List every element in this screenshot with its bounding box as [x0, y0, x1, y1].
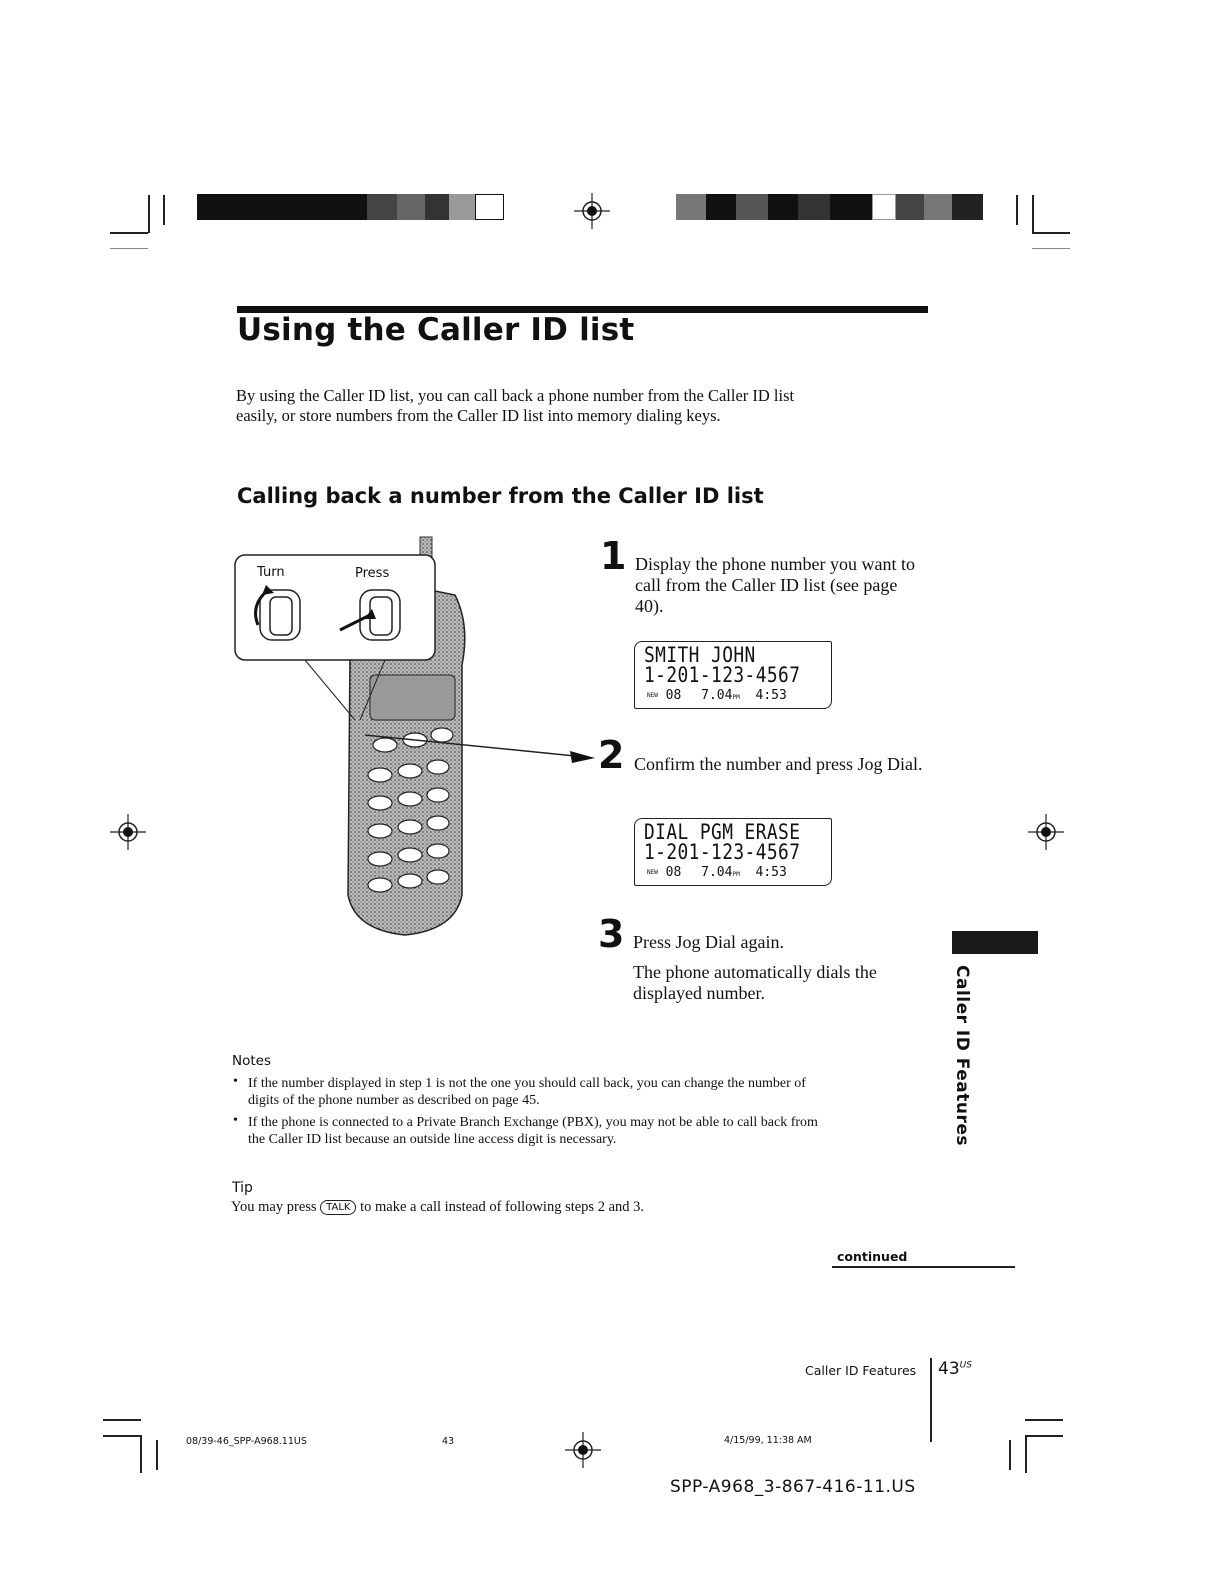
lcd-line-3 — [647, 865, 787, 882]
lcd-date: 7.04 — [701, 865, 733, 880]
step-2-number: 2 — [598, 733, 625, 777]
tip-text — [231, 1199, 644, 1216]
crop-mark-top-right-h2 — [1032, 248, 1070, 249]
side-section-label-text: Caller ID Features — [952, 965, 972, 1146]
step-3-text: Press Jog Dial again. — [633, 932, 784, 952]
color-registration-bar-right — [676, 194, 983, 220]
section-subtitle: Calling back a number from the Caller ID list — [237, 484, 764, 508]
page-number-value: 43 — [938, 1359, 960, 1379]
color-registration-bar-left — [197, 194, 504, 220]
handset-illustration — [230, 535, 595, 945]
page-number — [938, 1359, 972, 1379]
crop-mark-bottom-left-v2 — [156, 1440, 158, 1470]
lcd-call-number: 08 — [665, 688, 682, 703]
crop-mark-top-right — [1032, 232, 1070, 234]
section-tab-marker — [952, 931, 1038, 954]
lcd-menu-line: DIAL PGM ERASE — [644, 820, 801, 844]
lcd-display-step-1 — [634, 641, 832, 709]
footer-file-name: 08/39-46_SPP-A968.11US — [186, 1436, 307, 1447]
registration-target-icon — [1028, 814, 1064, 850]
registration-target-icon — [565, 1432, 601, 1468]
document-code: SPP-A968_3-867-416-11.US — [670, 1477, 916, 1497]
lcd-new-badge: NEW — [647, 869, 658, 876]
tip-text-before: You may press — [231, 1199, 317, 1215]
crop-mark-top-right-v — [1032, 195, 1034, 233]
lcd-time: 4:53 — [755, 688, 787, 703]
lcd-call-number: 08 — [665, 865, 682, 880]
lcd-line-3 — [647, 688, 787, 705]
registration-target-icon — [574, 193, 610, 229]
step-1-text: Display the phone number you want to call from the Caller ID list (see page 40). — [635, 554, 915, 616]
intro-paragraph: By using the Caller ID list, you can call back a phone number from the Caller ID list easily, or store numbers from the Caller ID list into memory dialing keys. — [236, 386, 795, 425]
lcd-display-step-2 — [634, 818, 832, 886]
turn-label: Turn — [257, 565, 285, 580]
notes-heading: Notes — [232, 1053, 271, 1069]
crop-mark-bottom-right — [1025, 1419, 1063, 1421]
note-item: If the number displayed in step 1 is not the one you should call back, you can change the number of digits of the phone number as described on page 45. — [248, 1076, 806, 1108]
press-label: Press — [355, 566, 390, 581]
crop-mark-top-left — [110, 232, 148, 234]
registration-target-icon — [110, 814, 146, 850]
lcd-line-1: SMITH JOHN — [644, 643, 756, 667]
note-bullet: • — [233, 1074, 238, 1089]
footer-timestamp: 4/15/99, 11:38 AM — [724, 1435, 812, 1446]
continued-rule — [832, 1266, 1015, 1268]
crop-mark-top-right-v2 — [1016, 195, 1018, 225]
crop-mark-top-left-h2 — [110, 248, 148, 249]
tip-heading: Tip — [232, 1180, 253, 1196]
lcd-line-2: 1-201-123-4567 — [644, 663, 801, 687]
note-item: If the phone is connected to a Private Branch Exchange (PBX), you may not be able to call back from the Caller ID list because an outside line access digit is necessary. — [248, 1115, 818, 1147]
lcd-new-badge: NEW — [647, 692, 658, 699]
lcd-ampm: PM — [732, 871, 740, 878]
crop-mark-bottom-left — [103, 1419, 141, 1421]
step-3-result-text: The phone automatically dials the displayed number. — [633, 962, 877, 1003]
note-bullet: • — [233, 1113, 238, 1128]
step-1-number: 1 — [600, 534, 627, 578]
talk-button-icon: TALK — [320, 1200, 356, 1215]
footer-file-page: 43 — [442, 1436, 455, 1447]
crop-mark-top-left-v — [148, 195, 150, 233]
lcd-line-2: 1-201-123-4567 — [644, 840, 801, 864]
tip-text-after: to make a call instead of following steps 2 and 3. — [360, 1199, 644, 1215]
lcd-ampm: PM — [732, 694, 740, 701]
crop-mark-bottom-right-v2 — [1009, 1440, 1011, 1470]
crop-mark-bottom-left-v — [140, 1435, 142, 1473]
lcd-date: 7.04 — [701, 688, 733, 703]
step-3-number: 3 — [598, 912, 625, 956]
crop-mark-bottom-left-h2 — [103, 1435, 141, 1437]
lcd-time: 4:53 — [755, 865, 787, 880]
continued-label: continued — [837, 1249, 908, 1264]
side-section-label — [946, 965, 976, 1145]
page-number-suffix: US — [959, 1360, 972, 1371]
crop-mark-top-left-v2 — [163, 195, 165, 225]
step-2-text: Confirm the number and press Jog Dial. — [634, 754, 923, 774]
page-title: Using the Caller ID list — [237, 312, 635, 348]
crop-mark-bottom-right-h2 — [1025, 1435, 1063, 1437]
footer-divider — [930, 1358, 932, 1442]
footer-section-name: Caller ID Features — [805, 1363, 917, 1378]
crop-mark-bottom-right-v — [1025, 1435, 1027, 1473]
